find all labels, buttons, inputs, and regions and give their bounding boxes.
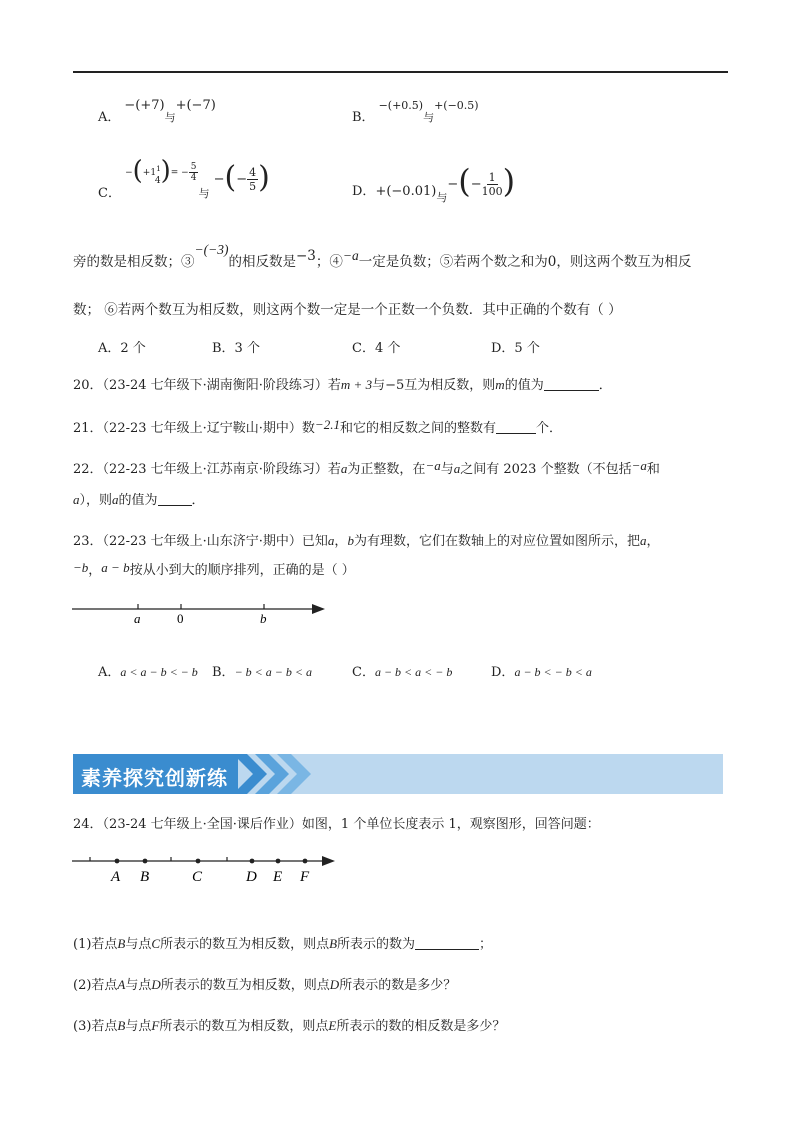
label-e: E (273, 869, 283, 885)
q19-choice-b: B．3 个 (212, 341, 260, 356)
answer-blank (415, 937, 479, 950)
label-0: 0 (177, 611, 184, 626)
number-line-q23 (70, 598, 330, 630)
question-23-line2: −b，a − b按从小到大的顺序排列，正确的是（ ） (73, 560, 355, 578)
question-24: 24．（23-24 七年级上·全国·课后作业）如图，1 个单位长度表示 1，观察图形，回答问题： (73, 817, 600, 832)
option-a: A．−(+7)与+(−7) (98, 98, 216, 125)
option-c-expr1: $-(+1^14)=$ − $\frac{5}{4}$ (125, 156, 197, 186)
label-c: C (192, 869, 203, 885)
question-24-part2: (2)若点A与点D所表示的数互为相反数，则点D所表示的数是多少？ (73, 977, 457, 993)
label-a: a (134, 611, 141, 626)
question-20: 20．（23-24 七年级下·湖南衡阳·阶段练习）若m + 3与−5互为相反数，则m的值为 ． (73, 377, 612, 393)
point-d (250, 859, 255, 864)
point-b (143, 859, 148, 864)
header-rule (73, 71, 728, 73)
banner-chevrons-icon (233, 754, 373, 794)
option-c: C． $-(+1^14)=$ − $\frac{5}{4}$ $_与$ −(− $\frac{4}{5}$ ) (98, 156, 270, 201)
banner-title: 素养探究创新练 (81, 766, 228, 790)
question-23-line1: 23．（22-23 七年级上·山东济宁·期中）已知a，b为有理数，它们在数轴上的对应位置如图所示，把a， (73, 533, 660, 549)
point-c (196, 859, 201, 864)
q23-choice-a: A．a < a − b < − b (98, 665, 198, 680)
option-d-fraction: −(− $\frac{1}{100}$ ) (447, 162, 516, 200)
question-21: 21．（22-23 七年级上·辽宁鞍山·期中）数−2.1和它的相反数之间的整数有 个． (73, 417, 562, 436)
answer-blank (158, 493, 192, 506)
number-line-q24 (70, 850, 350, 886)
label-d: D (246, 869, 257, 885)
q23-choice-b: B．− b < a − b < a (212, 665, 312, 680)
point-f (303, 859, 308, 864)
label-b: b (260, 611, 267, 626)
label-a: A (111, 869, 121, 885)
q23-choice-d: D．a − b < − b < a (491, 665, 592, 680)
label-f: F (300, 869, 310, 885)
q19-choice-a: A．2 个 (98, 341, 146, 356)
answer-blank (544, 378, 599, 391)
question-22-line1: 22．（22-23 七年级上·江苏南京·阶段练习）若a为正整数，在−a与a之间有 2023 个整数（不包括−a和 (73, 458, 660, 477)
q19-choice-c: C．4 个 (352, 341, 401, 356)
option-c-expr2: −(− $\frac{4}{5}$ ) (213, 160, 270, 195)
answer-blank (496, 421, 536, 434)
option-b: B．$^{-(+0.5)}$与$^{+(-0.5)}$ (352, 99, 479, 125)
q19-choice-d: D．5 个 (491, 341, 540, 356)
question-24-part1: (1)若点B与点C所表示的数互为相反数，则点B所表示的数为 ； (73, 936, 493, 952)
option-d: D．$+(-0.01)_与-(-$ $\frac{1}{100}$ ) (352, 162, 516, 204)
q19-line1: 旁的数是相反数；③−(−3)的相反数是−3；④−a一定是负数；⑤若两个数之和为0，则这两个数互为相反 (73, 242, 692, 270)
q19-line2: 数； ⑥若两个数互为相反数，则这两个数一定是一个正数一个负数．其中正确的个数有（ ） (73, 302, 622, 318)
arrow-head (322, 856, 335, 866)
arrow-head (312, 604, 325, 614)
question-22-line2: a），则a的值为 ． (73, 492, 205, 508)
point-e (276, 859, 281, 864)
label-b: B (140, 869, 150, 885)
q23-choice-c: C．a − b < a < − b (352, 665, 453, 680)
question-24-part3: (3)若点B与点F所表示的数互为相反数，则点E所表示的数的相反数是多少？ (73, 1018, 506, 1034)
section-banner (73, 754, 723, 794)
point-a (115, 859, 120, 864)
